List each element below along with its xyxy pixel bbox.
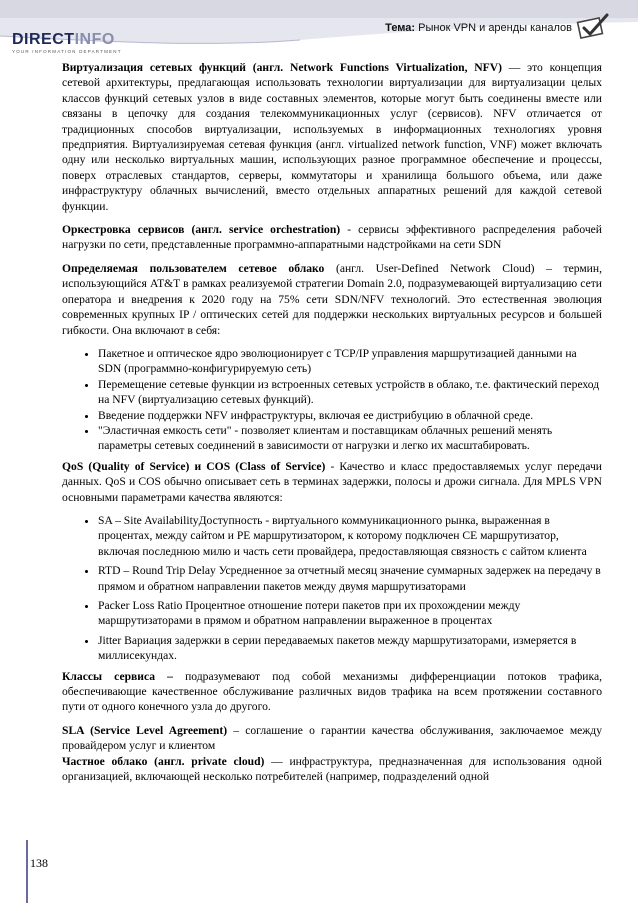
topic-label: Тема: <box>385 22 416 34</box>
list-item: • Перемещение сетевые функции из встроенных сетевых устройств в облако, т.е. фактический переход на NFV (виртуализацию сетевых функций). <box>98 377 602 408</box>
text-sla: – соглашение о гарантии качества обслуживания, заключаемое между провайдером услуг и клиентом <box>62 723 603 753</box>
list-item: • Пакетное и оптическое ядро эволюционирует с TCP/IP управления маршрутизацией данными на SDN (программно-конфигурируемую сеть) <box>98 346 602 377</box>
logo-part1: DIRECT <box>12 31 75 48</box>
list-item: • Введение поддержки NFV инфраструктуры, включая ее дистрибуцию в облачной среде. <box>98 408 602 423</box>
header-band <box>0 0 638 54</box>
topic-value: Рынок VPN и аренды каналов <box>418 22 572 34</box>
list-item: • Packer Loss Ratio Процентное отношение потери пакетов при их прохождении между маршрутизаторами в прямом и обратном направлении выраженное в процентах <box>98 598 602 629</box>
list-item: • SA – Site AvailabilityДоступность - виртуального коммуникационного рынка, выраженная в процентах, между сайтом и PE маршрутизатором, к которому подключен CE маршрутизатор, включая последнюю милю и часть сети провайдера, предоставляющая связность с сайтом клиента <box>98 513 602 559</box>
text-qos: - Качество и класс предоставляемых услуг передачи данных. QoS и COS обычно описывает сеть в терминах задержки, полосы и дрожи сигнала. Для MPLS VPN основными параметрами качества являются: <box>62 459 602 504</box>
qos-list <box>62 513 602 664</box>
list-item: • "Эластичная емкость сети" - позволяет клиентам и поставщикам облачных решений менять параметры сетевых соединений в зависимости от нагрузки и легко их масштабировать. <box>98 423 602 454</box>
text-nfv: — это концепция сетевой архитектуры, предлагающая использовать технологии виртуализации для виртуализации целых классов функций сетевых узлов в виде составных элементов, которые могут быть соединены вместе или связаны в цепочку для создания телекоммуникационных услуг (сервисов). NFV отличается от традиционных способов виртуализации, используемых в информационных технологиях уровня предприятия. Виртуализируемая сетевая функция (англ. virtualized network function, VNF) может включать одну или несколько виртуальных машин, использующих разное программное обеспечение и процессы, поверх отраслевых стандартов, серверы, коммутаторы и хранилища большого объема, или даже инфраструктуру облачных вычислений, вместо отдельных аппаратных решений для каждой сетевой функции. <box>62 61 602 213</box>
checkmark-icon <box>576 12 610 42</box>
text-udnc: (англ. User-Defined Network Cloud) – термин, использующийся AT&T в рамках реализуемой стратегии Domain 2.0, подразумевающей виртуализацию сети оператора и внедрения к 2020 году на 75% сети SDN/NFV технологий. Это естественная эволюция современных крупных IP / оптических сетей для поддержки нескольких виртуальных ресурсов и большей гибкости. Она включают в себя: <box>62 261 602 337</box>
term-udnc: Определяемая пользователем сетевое облако <box>62 261 325 275</box>
term-qos: QoS (Quality of Service) и COS (Class of Service) <box>62 459 326 473</box>
paragraph-udnc <box>62 261 602 338</box>
text-service-classes: подразумевают под собой механизмы дифференциации потоков трафика, обеспечивающие качественное обслуживание различных видов трафика на всем протяжении составного пути от одного конечного узла до другого. <box>62 669 602 714</box>
logo-subtitle: YOUR INFORMATION DEPARTMENT <box>12 49 122 54</box>
udnc-list <box>62 346 602 454</box>
paragraph-qos <box>62 459 602 505</box>
term-nfv: Виртуализация сетевых функций (англ. Network Functions Virtualization, NFV) <box>62 61 502 74</box>
text-orchestration: - сервисы эффективного распределения рабочей нагрузки по сети, представленные программно-аппаратными надстройками на сети SDN <box>62 223 602 252</box>
list-item: • Jitter Вариация задержки в серии передаваемых пакетов между маршрутизаторами, измеряется в миллисекундах. <box>98 633 602 664</box>
footer-side-line <box>26 840 28 903</box>
term-sla: SLA (Service Level Agreement) <box>62 723 228 737</box>
paragraph-sla <box>62 723 602 754</box>
term-service-classes: Классы сервиса – <box>62 669 173 683</box>
topic-header <box>385 22 572 34</box>
text-private-cloud: — инфраструктура, предназначенная для использования одной организацией, включающей несколько потребителей (например, подразделений одной <box>62 754 603 784</box>
paragraph-private-cloud <box>62 754 602 785</box>
paragraph-orchestration <box>62 222 602 253</box>
paragraph-service-classes <box>62 669 602 715</box>
page-number: 138 <box>30 856 48 870</box>
logo-part2: INFO <box>74 31 115 48</box>
term-orchestration: Оркестровка сервисов (англ. service orchestration) <box>62 223 341 237</box>
list-item: • RTD – Round Trip Delay Усредненное за отчетный месяц значение суммарных задержек на передачу в прямом и обратном направлении пакетов между двумя маршрутизаторами <box>98 563 602 594</box>
page-content <box>62 60 602 792</box>
term-private-cloud: Частное облако (англ. private cloud) <box>62 754 265 768</box>
directinfo-logo <box>12 32 122 54</box>
paragraph-nfv <box>62 60 602 214</box>
